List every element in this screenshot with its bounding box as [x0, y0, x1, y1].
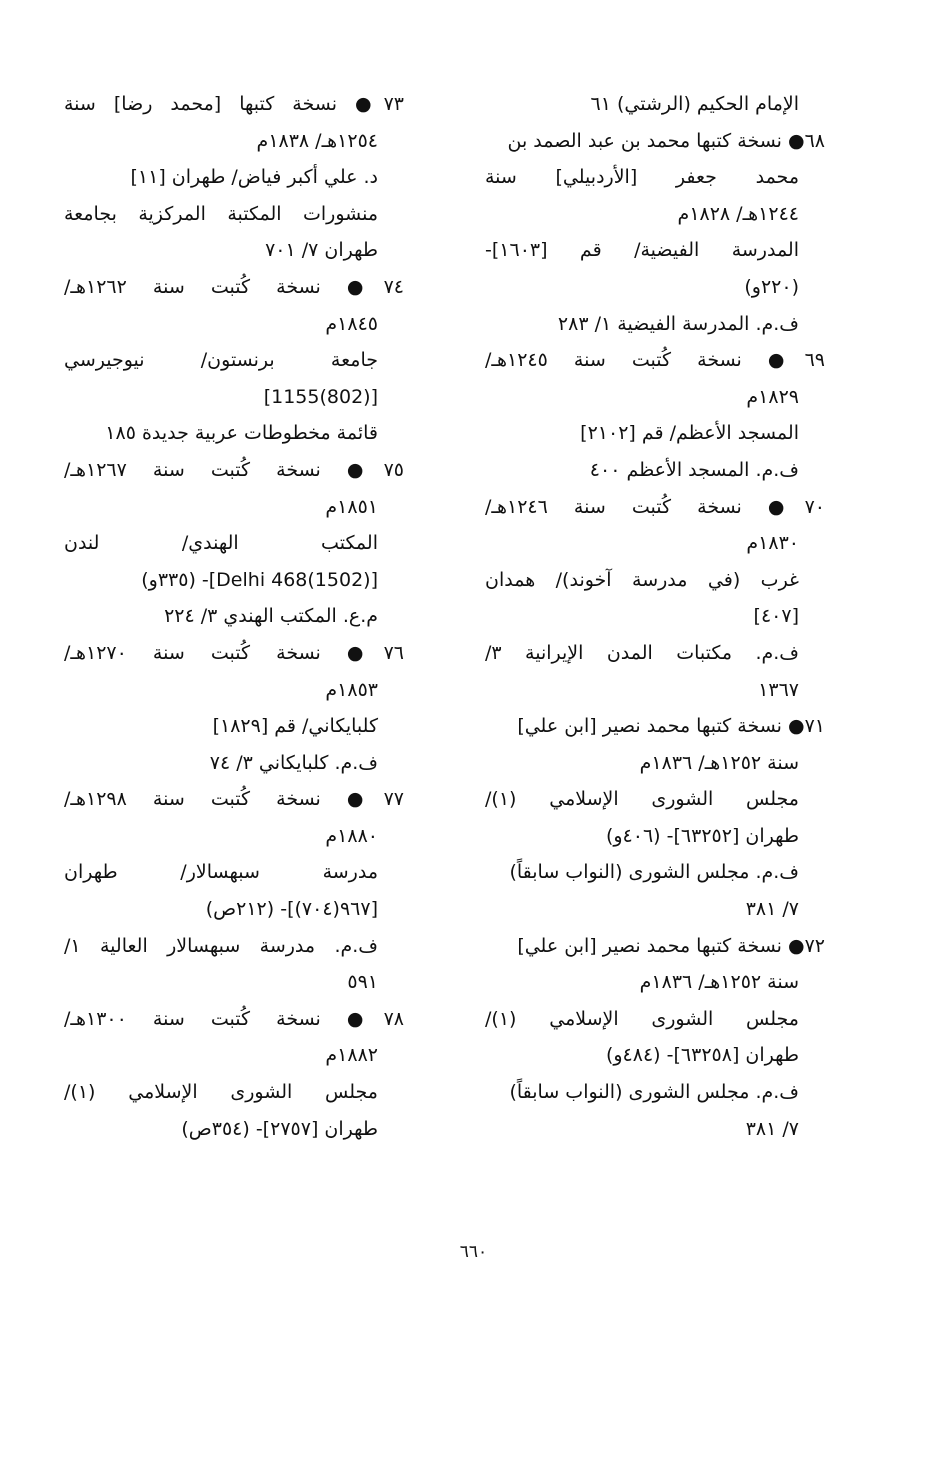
text-line: ١٨٣٠م [746, 532, 799, 555]
text-line: ٧٥● نسخة كُتبت سنة ١٢٦٧هـ/ [64, 458, 404, 481]
text-line: الإمام الحكيم (الرشتي) ٦١ [590, 93, 799, 115]
text-line: ١٨٥٣م [325, 678, 378, 701]
text-line: ٧٦● نسخة كُتبت سنة ١٢٧٠هـ/ [64, 641, 404, 664]
text-line: غرب (في مدرسة آخوند)/ همدان [485, 568, 799, 591]
text-line: م.ع. المكتب الهندي ٣/ ٢٢٤ [164, 605, 378, 628]
text-line: ٧٢● نسخة كتبها محمد نصير [ابن علي] [517, 934, 825, 957]
text-line: المسجد الأعظم/ قم [٢١٠٢] [580, 422, 799, 445]
text-line: ف.م. مجلس الشورى (النواب سابقاً) [509, 861, 799, 884]
text-line: محمد جعفر [الأردبيلي] سنة [485, 166, 799, 189]
text-line: [٤٠٧] [753, 605, 799, 628]
text-line: قائمة مخطوطات عربية جديدة ١٨٥ [105, 422, 378, 445]
text-line: د. علي أكبر فياض/ طهران [١١] [130, 166, 378, 189]
text-line: ٦٨● نسخة كتبها محمد بن عبد الصمد بن [507, 129, 825, 152]
text-line: ١٨٢٩م [746, 385, 799, 408]
text-line: ٧٧● نسخة كُتبت سنة ١٢٩٨هـ/ [64, 788, 404, 811]
text-line: ٧٠● نسخة كُتبت سنة ١٢٤٦هـ/ [485, 495, 825, 518]
text-line: سنة ١٢٥٢هـ/ ١٨٣٦م [639, 971, 799, 994]
page-number: ٦٦٠ [459, 1242, 488, 1262]
text-line: ٦٩● نسخة كُتبت سنة ١٢٤٥هـ/ [485, 349, 825, 372]
text-line: طهران [٦٣٢٥٨]- (٤٨٤و) [605, 1044, 799, 1067]
text-line: ف.م. مجلس الشورى (النواب سابقاً) [509, 1081, 799, 1104]
text-line: مجلس الشورى الإسلامي (١)/ [485, 788, 799, 811]
text-line: ٧/ ٣٨١ [745, 1117, 799, 1140]
text-line: [Delhi 468(1502)]- (٣٣٥و) [141, 568, 378, 591]
text-line: ٧٨● نسخة كُتبت سنة ١٣٠٠هـ/ [64, 1007, 404, 1030]
right-column [485, 86, 825, 1147]
text-line: المكتب الهندي/ لندن [64, 532, 378, 555]
text-line: ٧/ ٣٨١ [745, 898, 799, 921]
text-line: ١٢٥٤هـ/ ١٨٣٨م [256, 129, 378, 152]
text-line: المدرسة الفيضية/ قم [١٦٠٣]- [485, 239, 799, 262]
text-line: مجلس الشورى الإسلامي (١)/ [64, 1081, 378, 1104]
text-line: ٧٤● نسخة كُتبت سنة ١٢٦٢هـ/ [64, 275, 404, 298]
text-line: ٥٩١ [347, 971, 378, 994]
text-line: [٩٦٧(٧٠٤)]- (٢١٢ص) [205, 898, 378, 921]
text-line: ١٨٥١م [325, 495, 378, 518]
text-line: ف.م. مكتبات المدن الإيرانية ٣/ [485, 641, 799, 664]
text-line: طهران [٦٣٢٥٢]- (٤٠٦و) [605, 824, 799, 847]
text-line: [(802)1155] [263, 385, 378, 408]
text-line: طهران ٧/ ٧٠١ [265, 239, 378, 262]
text-line: ٧١● نسخة كتبها محمد نصير [ابن علي] [517, 715, 825, 738]
text-line: ٧٣● نسخة كتبها [محمد رضا] سنة [64, 93, 404, 115]
text-line: ف.م. المدرسة الفيضية ١/ ٢٨٣ [557, 312, 799, 335]
left-column [64, 86, 404, 1147]
text-line: مجلس الشورى الإسلامي (١)/ [485, 1007, 799, 1030]
text-line: جامعة برنستون/ نيوجيرسي [64, 349, 378, 372]
text-line: ف.م. كلبايكاني ٣/ ٧٤ [209, 751, 378, 774]
text-line: (٢٢٠و) [744, 275, 799, 298]
text-line: ١٣٦٧ [758, 678, 799, 701]
text-line: ف.م. مدرسة سبهسالار العالية ١/ [64, 934, 378, 957]
text-line: مدرسة سبهسالار/ طهران [64, 861, 378, 884]
text-line: ١٨٤٥م [325, 312, 378, 335]
text-line: ١٨٨٢م [325, 1044, 378, 1067]
text-line: ١٢٤٤هـ/ ١٨٢٨م [677, 202, 799, 225]
text-line: سنة ١٢٥٢هـ/ ١٨٣٦م [639, 751, 799, 774]
text-line: كلبايكاني/ قم [١٨٢٩] [212, 715, 378, 738]
text-line: ١٨٨٠م [325, 824, 378, 847]
text-line: طهران [٢٧٥٧]- (٣٥٤ص) [181, 1117, 378, 1140]
text-line: ف.م. المسجد الأعظم ٤٠٠ [589, 458, 799, 481]
text-line: منشورات المكتبة المركزية بجامعة [64, 202, 378, 225]
